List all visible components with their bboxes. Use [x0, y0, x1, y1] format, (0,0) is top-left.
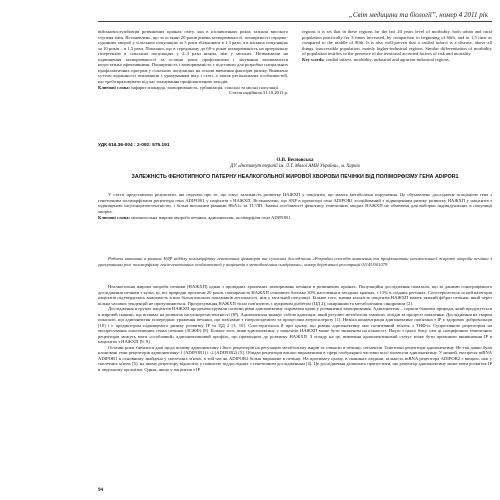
right-keywords-text: cardial infarct, morbidity, industrial and agrarian-industrial regions. [325, 57, 450, 62]
abstract-keywords [98, 215, 492, 221]
right-column-text: regions it is set that in these regions for the last 20 years level of morbidity, both urban and rural population practically for 3 times increased, by comparison to beginning of 60th, and in 1,5 time as compared to the middle of 80th. It is also well-proven that a cardial infarct is a disease, above all things, inaccessible population, mainly higher-industrial regions. Similar differentiation of morbidity of population testifies to the presence of the territorial accented factors of risk and mortality. [302, 29, 492, 56]
header-rule [98, 21, 492, 22]
body-paragraph: Дослідження в групах пацієнтів НАЖХП продемонстрували оптичні рівні адипонектину сироватки крові у розвиненні захворювання. Адипонектин – гормон білкової природи, який продукується в жировій тканині, що впливає на розвиток інсулінорезистентності (ІР). Адипонектин знижує собою адипоцит, який регулює метаболізм глюкози, ліпідів та процеси запалення. Дослідження на тварин показало, що адипонектин попереджає ураження печінки, що пов'язане з гіперліпідемією та процесами атеросклерозу [1]. Низька концентрація адипонектину пов'язана з IP у здорових добровольців [10] і є предиктором підвищеного ризику розвитку IP та ЦД 2 [3, 10]. Спостерігалося й при цьому, що рівень адипонектину має позитивний зв'язок з ТНФ-α. Супресивною рецептором на експресування ліпогеничних генах печінки (ЗСЖФ) [8]. Більше того, вияв адипонектину у пацієнтів НАЖХП може бути зниженим на кількості. Надто з цього боку, сам ці специфічних генетичних рецепторів можуть мати «особливий» адипонектиновий профіль, що призводить до розвитку НАЖХП. З огляду на це, вивчення адипонектиновий статус може бути причиною виникнення IP в пацієнтах з НАЖХП [8, 9]. [98, 306, 492, 344]
previous-article-end [98, 29, 492, 139]
funding-note [98, 256, 492, 267]
running-head: „Світ медицини та біології”, номер 4 2011 рік [348, 11, 488, 19]
right-keywords-label: Key words: [302, 57, 325, 62]
left-keywords-text: інфаркт міокарда, захворюваність, урбанізація, сільські та міські популяції. [131, 84, 280, 90]
udc-code: УДК 616.36-004 : 2-092: 575.191 [98, 143, 170, 148]
page-number: 94 [98, 488, 103, 493]
body-paragraph: Останні роки з'явилися дані щодо впливу адипонектину і його рецепторів на регуляцію метаболізму жирів та глюкози в печінці, сегментів. Генетичні рецептори адипонектину. Не так давно були клоновані гени рецепторів адипонектину-1 (ADIPOR1) і -2 (ADIPOR2) [5]. Обидва рецептори високо вираженими в сфері глобулярної частини всієї молекули адипонектину. У мишей, експресія mRNA ADIPOR1 в основному знайдена у скелетних м'язах, в той час як ADIPOR2 більш виражене в печінці. На противагу цьому, в тканинах людини, кількість mRNA рецептора ADIPOR2 є вищою, ніж у скелетних м'язах [5], на якому рецептору відносять у повністю піддослідних з генетичним дослідженням [4]. Це дослідження дозволить припустити, що рецептор адипонектину може мати розвиток IP в людському організмі. Однак, якщо у пацієнтів з IP [98, 344, 492, 372]
abstract-keywords-label: Ключові слова: [98, 214, 131, 220]
abstract-text: У статті представлено результати, які свідчать про те, що існує залежність розвитку НАЖХП у пацієнтів, що мають метаболічні порушення. Це обумовлено досліджене асоціацією гена з генетичним поліморфізмом рецептора гена ADIPOR1 у пацієнтів з НАЖХП. Встановлено, що SNP в промоторі гена ADIPOR1 асоційований з підвищенням ризику розвитку НАЖХП у пацієнтів з підвищеною інсулінорезистентністю, і більш високими рівнями HbA1c та ТГ/ЛП. Значні особливості фенотипу генетичних хворих НАЖХП не обмежені для виборки індивідуальних в популяції хворих. [98, 192, 492, 214]
left-column-text: військовослужбовців розвинених країнах світу, яка в післявоєнних роках зазнала високого ступеня змін. Встановлено, що за останні 20 років рівень захворюваності, поширеності серцево-судинних хвороб у сільських популяціях за 3 роки збільшився в 1,3 рази, а в міських популяціях за 10 років – в 1,5 рази. Показано, що в середньому до 60-х років захворюваність на артеріальну гіпертензію в сільських популяціях у 2–3 рази нижча, ніж у міських. Незважаючи на підвищення захворюваності за останні роки, профілактика і лікування залишаються недостатньо ефективними. Поширеність і захворюваність є підставою для розробки спеціальних профілактичних програм у сільських популяціях на основі вивчення факторів ризику. Виявлено суттєві відмінності показників з урахуванням віку і статі, а також регіональних особливостей, що треба враховувати під час планування профілактичних заходів. [98, 29, 288, 84]
right-keywords [302, 57, 492, 63]
author-affiliation: ДУ «Інститут терапії ім. Л.Т. Малої АМН України», м. Харків [230, 164, 360, 169]
funding-text: Робота виконана в рамках НДР відділу поліморфізму генетичних факторів та сучасних досліджень «Розробка способів виявлення та профілактики неалкогольної жирової хвороби печінки з урахуванням ролі поліморфізму генів-генетичних особливостей у пацієнтів з метаболічним синдромом», номер державної реєстрації 0114U001079. [98, 256, 492, 267]
left-keywords-label: Ключові слова: [98, 84, 131, 90]
accepted-date: Стаття надійшла 31.10.2011 р. [229, 90, 288, 95]
article-body [98, 284, 492, 372]
abstract-keywords-text: неалкогольна жирова хвороба печінки, адипонектин, поліморфізм гена ADIPOR1. [131, 214, 292, 220]
author-name: О.В. Весновська [276, 158, 314, 163]
left-column [98, 29, 288, 96]
abstract [98, 192, 492, 220]
body-paragraph: Неалкогольна жирова хвороба печінки (НАЖХП) однак з провідних хронічних захворювань печінки в розвинених країнах. Популяційні дослідження показали, що за даними сонографічного дослідження печінки з культ, ці, всі природні протягом 20 років, поширеність НАЖХП становить близько 30% населення в західних країнах, з 15% в східних регіонах. Спостерігається за цей категорія пацієнтів підтвердилась важливість в них більш високих показників летальності, ніж у загальній популяції. Більше того, значна кількість пацієнтів НАЖХП мають тяжкий фіброз печінки, який через кілька часових тенденцій не призупиняється. Прогресування НАЖХП тісно пов'язують з цукровим діабетом (ЦД 2), ожирінням та метаболічним синдромом [2]. [98, 284, 492, 306]
right-column [302, 29, 492, 63]
article-title: ЗАЛЕЖНІСТЬ ФЕНОТИПНОГО ПАТЕРНУ НЕАЛКОГОЛЬНОЇ ЖИРОВОЇ ХВОРОБИ ПЕЧІНКИ ВІД ПОЛІМОРФІЗМУ ГЕНА ADIPOR1 [131, 174, 459, 180]
